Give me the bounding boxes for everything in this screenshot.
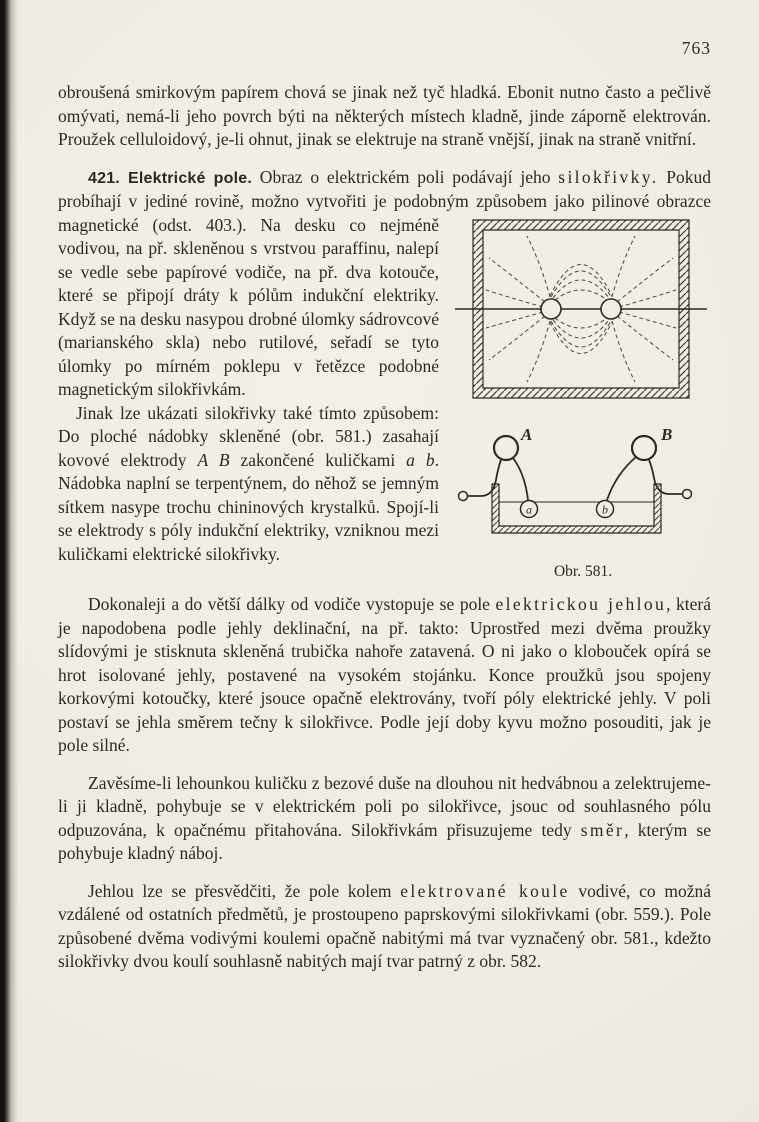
text-run: Jinak lze ukázati silokřivky také tímto způsobem: Do ploché nádobky skleněné (obr. 581.) zasahají kovové elektrody [58, 402, 439, 470]
figure-dish-electrodes [455, 420, 695, 550]
paragraph-intro [58, 81, 711, 152]
glass-dish [492, 484, 661, 533]
paragraph-electric-needle [58, 593, 711, 758]
text-run: (odst. 403.). Na desku co nejméně vodivou, na př. skleněnou s vrstvou paraffinu, nalepí se vedle sebe papírové vodiče, na př. dva kotouče, které se připojí dráty k pólům indukční elektriky. Když se na desku nasypou drobné úlomky sádrovcové (marianského skla) nebo rutilové, seřadí se tyto úlomky po mírném poklepu v řetězce podobné magnetickým silokřivkám. [58, 214, 439, 399]
italic-term-AB: A B [197, 449, 230, 470]
text-run: Obraz o elektrickém poli podávají jeho [252, 166, 559, 187]
figure-field-lines [455, 216, 707, 402]
right-electrode [607, 436, 692, 500]
page-number: 763 [681, 38, 711, 58]
text-run: zakončené kuličkami [229, 449, 407, 470]
figure-581-caption: Obr. 581. [553, 562, 613, 580]
label-ball-b: b [602, 502, 608, 516]
text-run: Jehlou lze se přesvědčiti, že pole kolem [88, 880, 401, 901]
text-run: Dokonaleji a do větší dálky od vodiče vystopuje se pole [88, 594, 496, 614]
text-run: . Nádobka naplní se terpentýnem, do něhož se jemným sítkem nasype trochu chininových krystalků. Spojí-li se elektrody s póly indukční elektriky, vzniknou mezi kuličkami elektrické silokřivky. [58, 449, 439, 564]
figure-column [455, 216, 711, 584]
label-ball-a: a [526, 502, 532, 516]
label-electrode-B: B [661, 424, 673, 444]
paragraph-elder-pith-ball [58, 772, 711, 866]
text-run: obroušená smirkovým papírem chová se jinak než tyč hladká. Ebonit nutno často a pečlivě omývati, nemá-li jeho povrch býti na některých místech kladně, jinde záporně elektrován. Proužek celluloidový, je-li ohnut, jinak se elektruje na straně vnější, jinak na straně vnitřní. [58, 82, 711, 149]
scan-edge-shadow [0, 0, 18, 1122]
paragraph-charged-sphere [58, 880, 711, 974]
text-run: , která je napodobena podle jehly deklinační, na př. takto: Uprostřed mezi dvěma proužky slídovými je stisknuta skleněná trubička nahoře zatavená. O ni jako o klobouček opírá se hrot isolované jehly, postavené na vysokém stojánku. Konce proužků jsou spojeny korkovými kotoučky, které jsouce opačně elektrovány, tvoří póly elektrické jehly. V poli postaví se jehla směrem tečny k silokřivce. Podle její doby kyvu možno posouditi, jak je pole silné. [58, 594, 711, 755]
text-run: Zavěsíme-li lehounkou kuličku z bezové duše na dlouhou nit hedvábnou a zelektrujeme-li ji kladně, pohybuje se v elektrickém poli po silokřivce, jsouc od souhlasného pólu odpuzována, k opačnému přitahována. Silokřivkám přisuzujeme tedy [58, 772, 711, 840]
section-heading: 421. Elektrické pole. [88, 169, 253, 187]
italic-term-ab: a b [406, 449, 435, 470]
text-run: vodivé, co možná vzdálené od ostatních předmětů, je prostoupeno paprskovými silokřivkami (obr. 559.). Pole způsobené dvěma vodivými koulemi opačně nabitými má tvar vyznačený obr. 581., kdežto silokřivky dvou koulí souhlasně nabitých mají tvar patrný z obr. 582. [58, 880, 711, 971]
electrode-disc-left [541, 299, 561, 319]
spaced-term-jehla: elektrickou jehlou [495, 594, 667, 614]
label-electrode-A: A [521, 424, 533, 444]
spaced-term-koule: elektrované koule [400, 880, 570, 901]
electrode-disc-right [601, 299, 621, 319]
text-run: , kterým se pohybuje kladný náboj. [58, 819, 711, 863]
spaced-term-silokrivky: silokřivky. [558, 166, 659, 187]
text-run: Pokud probíhají v jediné rovině, možno vytvořiti je podobným způsobem jako pilinové obrazce magnetické [58, 166, 711, 235]
spaced-term-smer: směr [580, 819, 625, 840]
